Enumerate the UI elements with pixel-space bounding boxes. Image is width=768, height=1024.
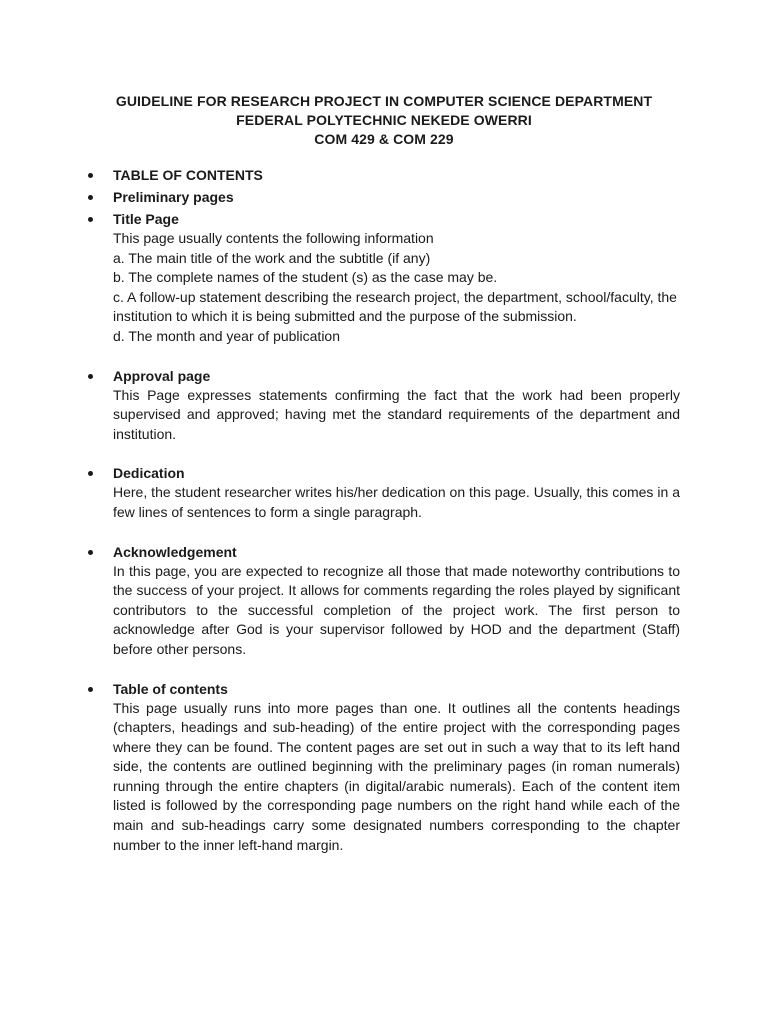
header-course-codes: COM 429 & COM 229 [314, 131, 454, 147]
section-heading: Acknowledgement [113, 543, 237, 560]
list-item-title-page [88, 209, 680, 347]
table-of-contents-body: This page usually runs into more pages than one. It outlines all the contents headings (chapters, headings and sub-heading) of the entire project with the corresponding pages where they can be found. The content pages are set out in such a way that to its left hand side, the contents are outlined beginning with the preliminary pages (in roman numerals) running through the entire chapters (in digital/arabic numerals). Each of the content item listed is followed by the corresponding page numbers on the right hand while each of the main and sub-headings carry some designated numbers corresponding to the chapter number to the inner left-hand margin. [113, 699, 680, 853]
bullet-icon [88, 374, 93, 379]
list-item-dedication [88, 463, 680, 522]
section-heading: Table of contents [113, 680, 228, 697]
section-list [88, 165, 680, 855]
list-item-table-of-contents [88, 679, 680, 856]
section-heading: Approval page [113, 367, 211, 384]
title-page-line: a. The main title of the work and the subtitle (if any) [113, 249, 431, 266]
header-institution: FEDERAL POLYTECHNIC NEKEDE OWERRI [236, 112, 532, 128]
bullet-icon [88, 173, 93, 178]
title-page-body [113, 229, 680, 347]
section-heading: Title Page [113, 211, 179, 227]
list-item-approval-page [88, 366, 680, 445]
header-title: GUIDELINE FOR RESEARCH PROJECT IN COMPUTER SCIENCE DEPARTMENT [115, 93, 653, 109]
spacer [88, 523, 680, 542]
spacer [88, 347, 680, 366]
approval-body: This Page expresses statements confirming the fact that the work had been properly supervised and approved; having met the standard requirements of the department and institution. [113, 386, 680, 442]
list-item-preliminary-pages [88, 187, 680, 207]
title-page-line: c. A follow-up statement describing the research project, the department, school/faculty, the institution to which it is being submitted and the purpose of the submission. [113, 288, 677, 325]
bullet-icon [88, 217, 93, 222]
bullet-icon [88, 550, 93, 555]
acknowledgement-body: In this page, you are expected to recognize all those that made noteworthy contributions to the success of your project. It allows for comments regarding the roles played by significant contributors to the successful completion of the project work. The first person to acknowledge after God is your supervisor followed by HOD and the department (Staff) before other persons. [113, 562, 680, 657]
list-item-acknowledgement [88, 542, 680, 660]
spacer [88, 660, 680, 679]
title-page-line: d. The month and year of publication [113, 327, 341, 344]
section-heading: Preliminary pages [113, 189, 234, 205]
bullet-icon [88, 687, 93, 692]
title-page-line: This page usually contents the following information [113, 230, 434, 246]
list-item-toc-caps [88, 165, 680, 185]
dedication-body: Here, the student researcher writes his/her dedication on this page. Usually, this comes in a few lines of sentences to form a single paragraph. [113, 484, 680, 520]
bullet-icon [88, 471, 93, 476]
spacer [88, 444, 680, 463]
document-header [0, 92, 768, 149]
section-heading: Dedication [113, 465, 185, 482]
bullet-icon [88, 195, 93, 200]
section-heading: TABLE OF CONTENTS [113, 167, 263, 183]
title-page-line: b. The complete names of the student (s) as the case may be. [113, 269, 498, 286]
